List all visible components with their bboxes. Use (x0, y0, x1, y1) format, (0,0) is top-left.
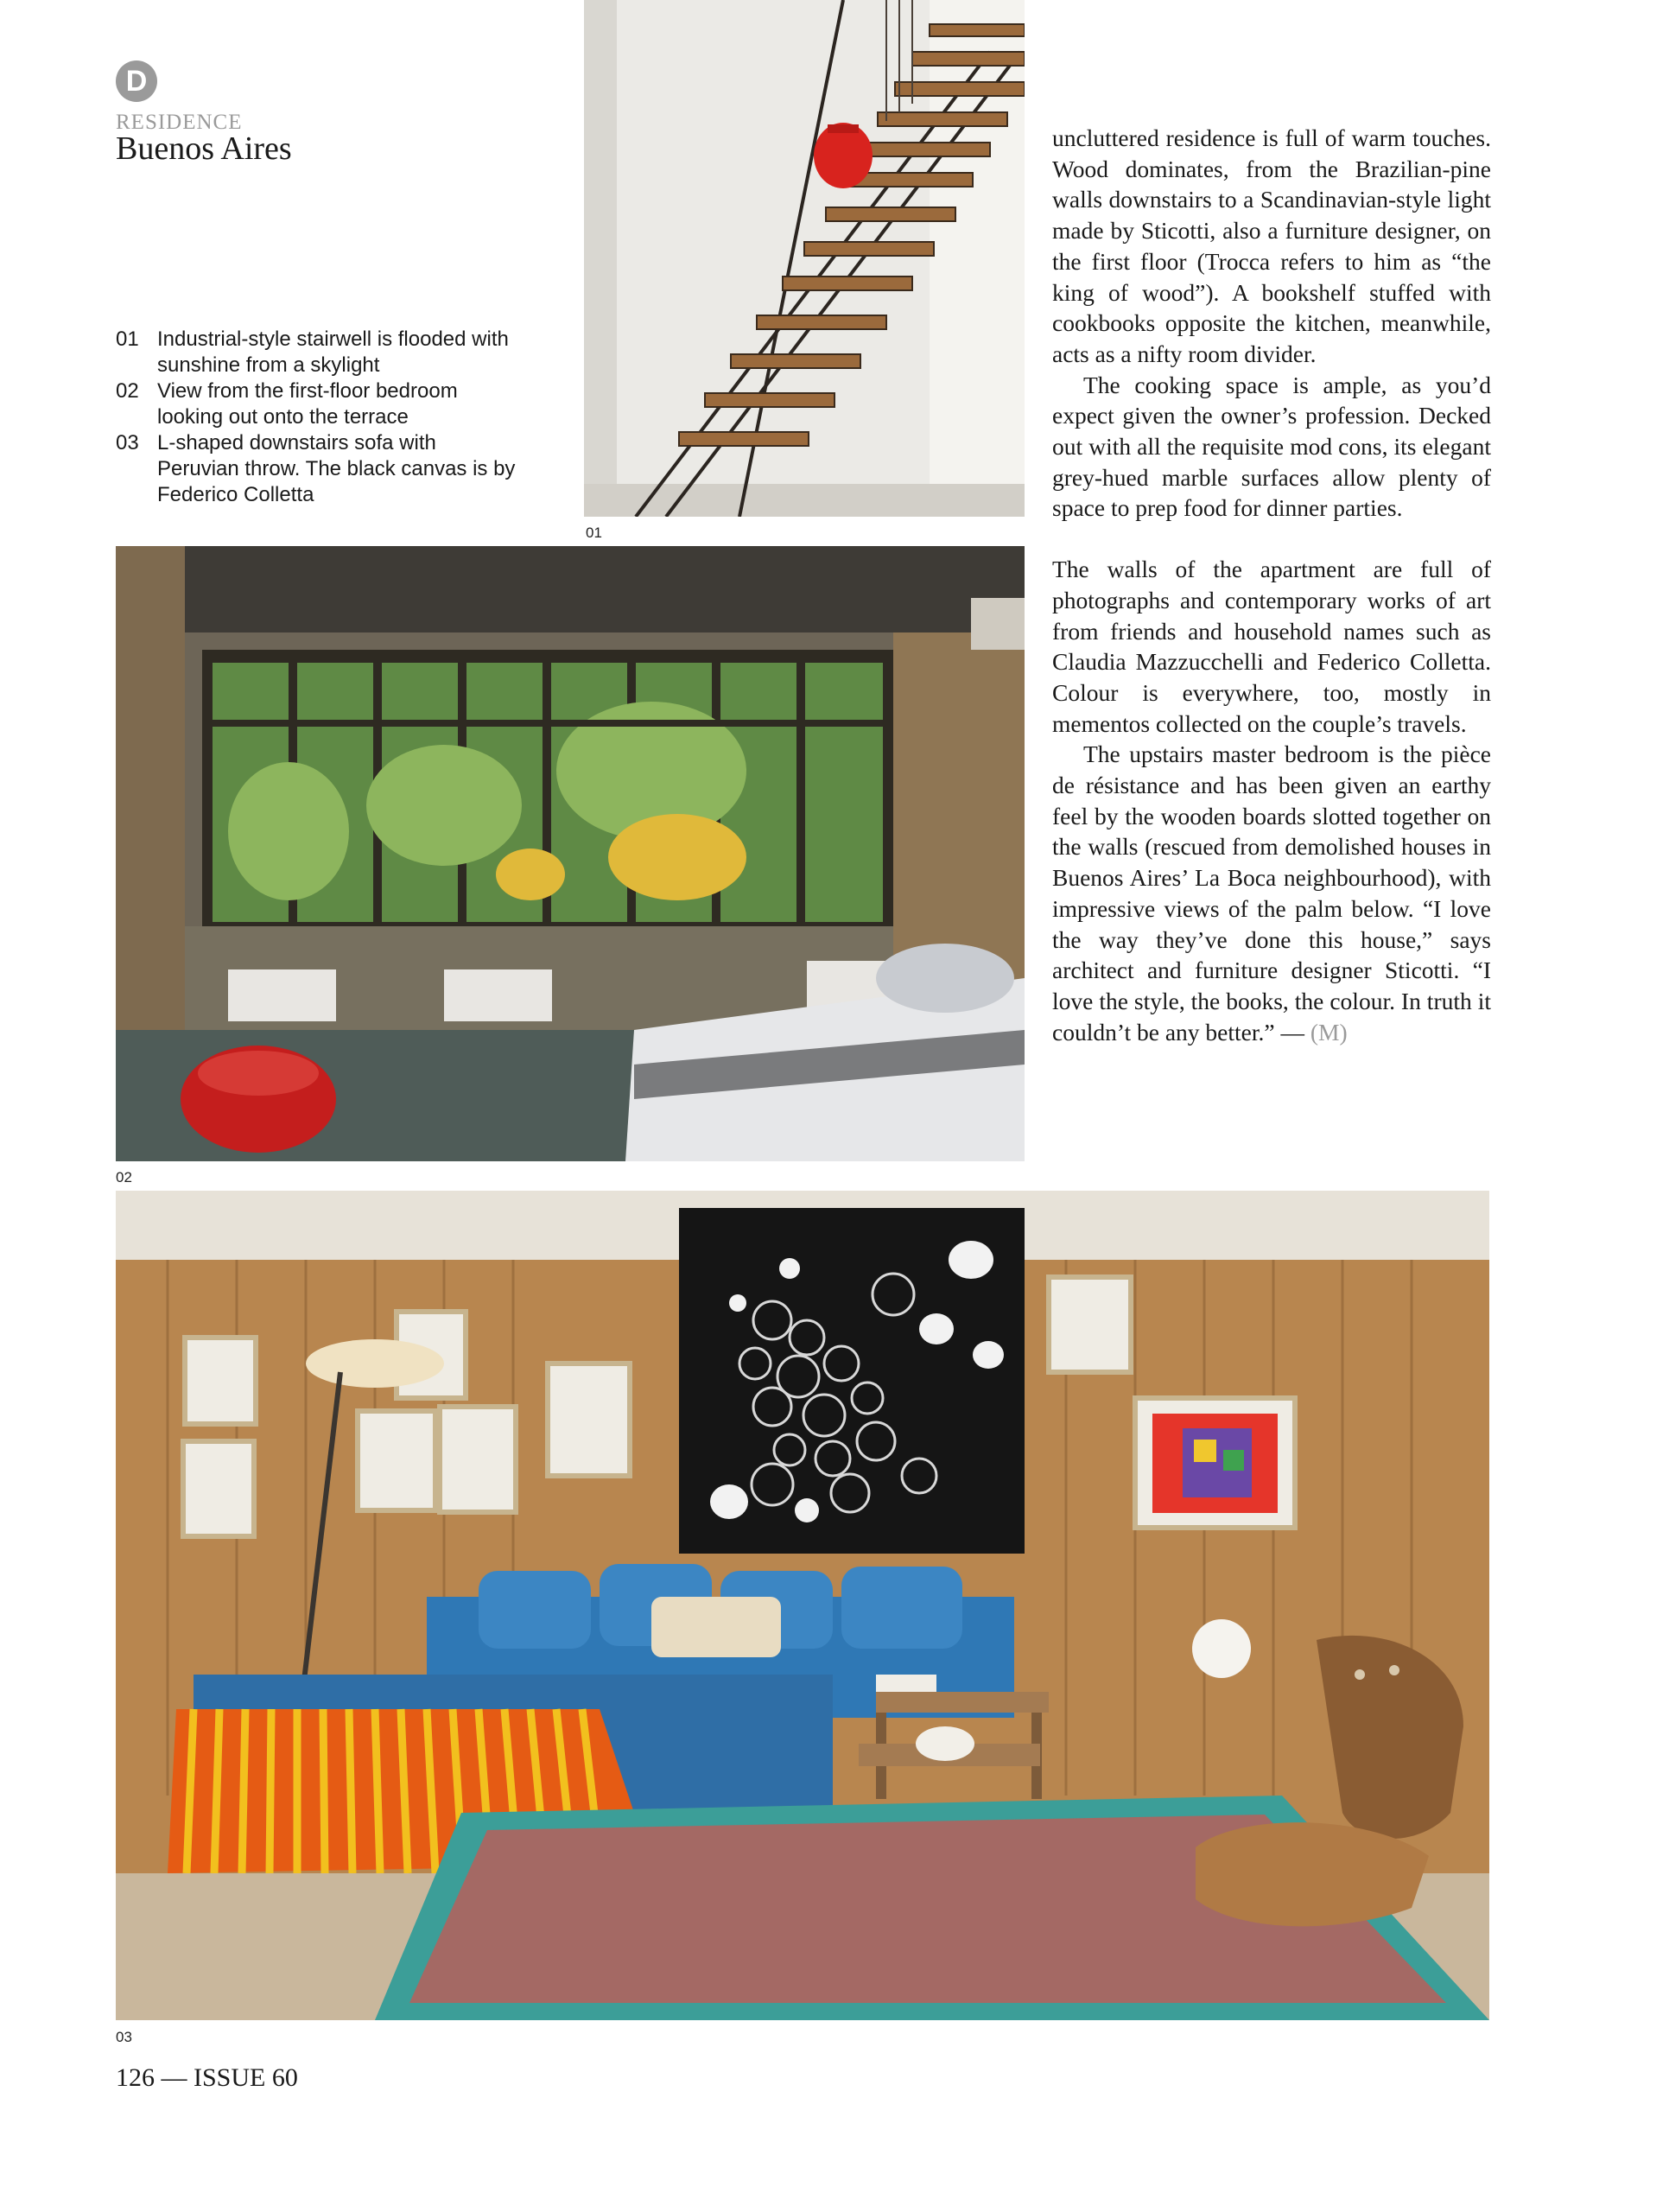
body-paragraph: The walls of the apartment are full of photographs and contemporary works of art from friends and household names such as Claudia Mazzucchelli and Federico Colletta. Colour is everywhere, too, mostly in mementos collected on the couple’s travels. (1052, 556, 1491, 737)
page-footer (116, 2063, 298, 2093)
body-paragraph: uncluttered residence is full of warm touches. Wood dominates, from the Brazilian-pine walls downstairs to a Scandinavian-style light made by Sticotti, also a furniture designer, on the first floor (Trocca refers to him as “the king of wood”). A bookshelf stuffed with cookbooks opposite the kitchen, meanwhile, acts as a nifty room divider. (1052, 124, 1491, 367)
body-paragraph-final (1052, 739, 1491, 1047)
section-label: RESIDENCE (116, 111, 243, 134)
photo-bedroom (116, 546, 1025, 1161)
photo-captions (116, 327, 522, 508)
body-paragraph: The cooking space is ample, as you’d expect given the owner’s profession. Decked out with all the requisite mod cons, its elegant grey-hued marble surfaces allow plenty of space to prep food for dinner parties. (1052, 371, 1491, 522)
author-signature: (M) (1310, 1018, 1348, 1046)
issue-number: ISSUE 60 (194, 2063, 298, 2092)
caption-number: 02 (116, 379, 139, 403)
caption-text: View from the first-floor bedroom looking out onto the terrace (157, 379, 458, 429)
photo-stairwell (584, 0, 1025, 517)
caption-text: L-shaped downstairs sofa with Peruvian throw. The black canvas is by Federico Colletta (157, 431, 516, 506)
page-location-title: Buenos Aires (116, 130, 292, 167)
caption-number: 03 (116, 431, 139, 454)
photo-label: 01 (586, 524, 602, 541)
caption-text: Industrial-style stairwell is flooded with sunshine from a skylight (157, 327, 509, 377)
caption-item (116, 430, 522, 508)
photo-living-room (116, 1191, 1489, 2020)
section-logo: D (116, 60, 157, 102)
photo-label: 02 (116, 1169, 132, 1185)
photo-label: 03 (116, 2029, 132, 2045)
article-body (1052, 123, 1491, 1047)
body-paragraph-text: The upstairs master bedroom is the pièce de résistance and has been given an earthy feel by the wooden boards slotted together on the walls (rescued from demolished houses in Buenos Aires’ La Boca neighbourhood), with impressive views of the palm below. “I love the way they’ve done this house,” says architect and furniture designer Sticotti. “I love the style, the books, the colour. In truth it couldn’t be any better.” — (1052, 741, 1491, 1046)
page-number: 126 — (116, 2063, 187, 2092)
caption-number: 01 (116, 327, 139, 351)
caption-item (116, 327, 522, 378)
caption-item (116, 378, 522, 430)
